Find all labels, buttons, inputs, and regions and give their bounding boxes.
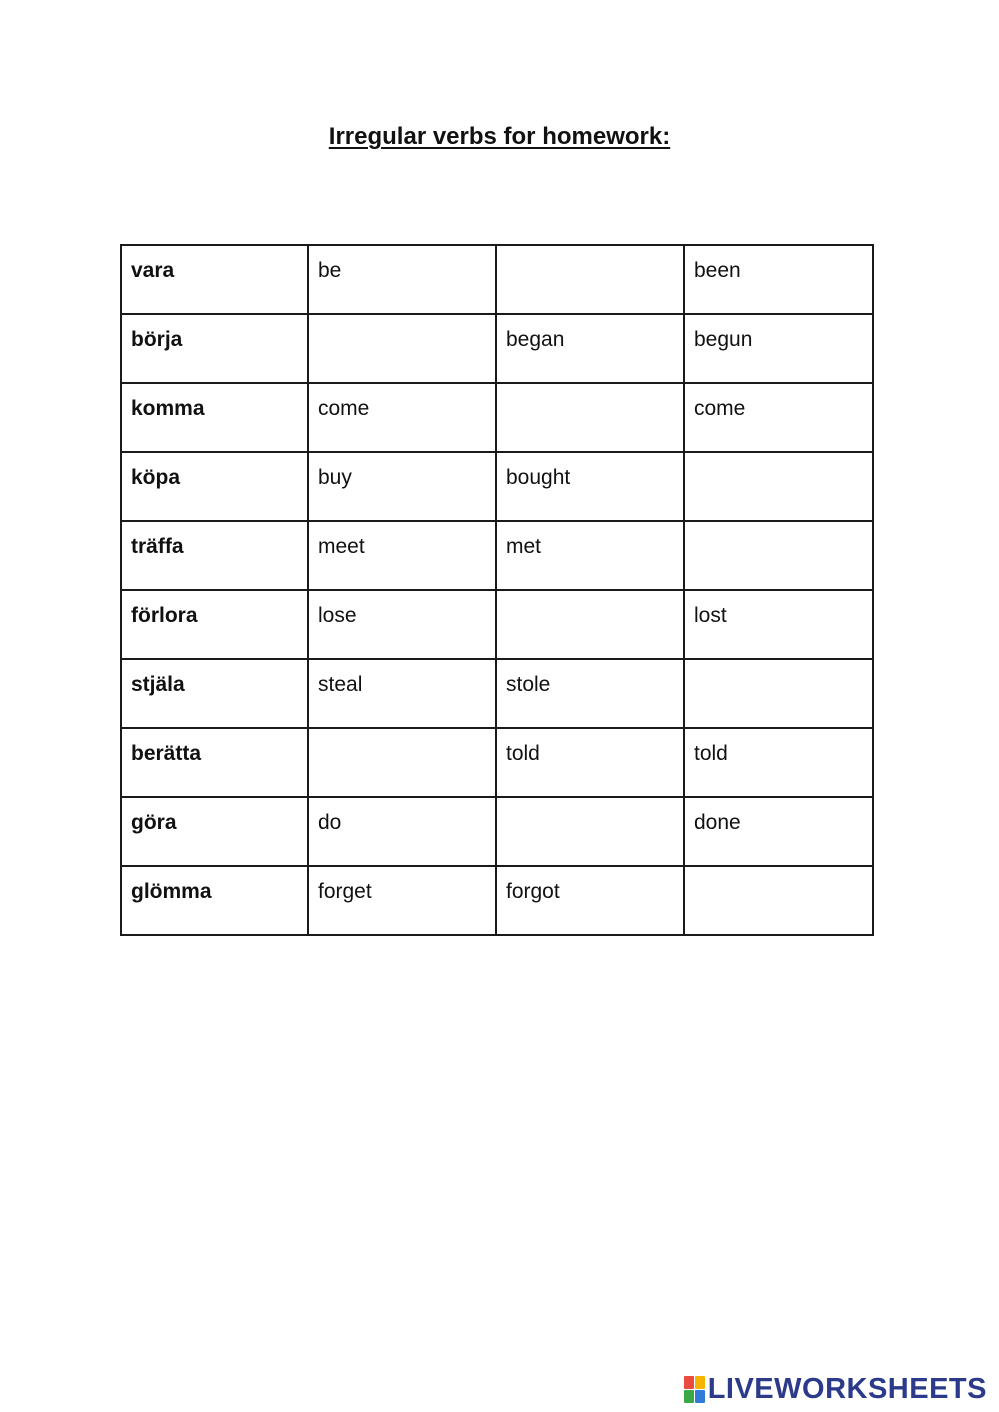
table-row	[121, 314, 873, 383]
english-past-cell[interactable]: bought	[496, 452, 684, 521]
verbs-table	[120, 244, 874, 936]
brand-name: LIVEWORKSHEETS	[707, 1373, 987, 1405]
logo-tile	[684, 1376, 694, 1389]
liveworksheets-logo-icon	[684, 1376, 705, 1403]
english-participle-cell[interactable]: been	[684, 245, 873, 314]
english-past-cell[interactable]	[496, 245, 684, 314]
table-row	[121, 245, 873, 314]
table-row	[121, 659, 873, 728]
english-participle-cell[interactable]	[684, 452, 873, 521]
swedish-verb-cell: köpa	[121, 452, 308, 521]
verbs-table-body	[121, 245, 873, 935]
page-title: Irregular verbs for homework:	[328, 123, 671, 150]
english-past-cell[interactable]	[496, 590, 684, 659]
swedish-verb-cell: träffa	[121, 521, 308, 590]
swedish-verb-cell: berätta	[121, 728, 308, 797]
logo-tile	[695, 1390, 705, 1403]
table-row	[121, 383, 873, 452]
english-base-cell[interactable]	[308, 314, 496, 383]
logo-tile	[684, 1390, 694, 1403]
english-participle-cell[interactable]: begun	[684, 314, 873, 383]
english-past-cell[interactable]: told	[496, 728, 684, 797]
english-base-cell[interactable]: be	[308, 245, 496, 314]
english-base-cell[interactable]: do	[308, 797, 496, 866]
english-participle-cell[interactable]	[684, 866, 873, 935]
english-base-cell[interactable]: lose	[308, 590, 496, 659]
english-base-cell[interactable]: forget	[308, 866, 496, 935]
english-past-cell[interactable]: began	[496, 314, 684, 383]
english-past-cell[interactable]	[496, 797, 684, 866]
english-base-cell[interactable]: meet	[308, 521, 496, 590]
english-base-cell[interactable]	[308, 728, 496, 797]
english-past-cell[interactable]: met	[496, 521, 684, 590]
swedish-verb-cell: glömma	[121, 866, 308, 935]
logo-tile	[695, 1376, 705, 1389]
table-row	[121, 452, 873, 521]
english-participle-cell[interactable]: come	[684, 383, 873, 452]
table-row	[121, 590, 873, 659]
english-past-cell[interactable]: stole	[496, 659, 684, 728]
english-base-cell[interactable]: come	[308, 383, 496, 452]
table-row	[121, 866, 873, 935]
english-participle-cell[interactable]: done	[684, 797, 873, 866]
swedish-verb-cell: stjäla	[121, 659, 308, 728]
english-participle-cell[interactable]	[684, 659, 873, 728]
english-participle-cell[interactable]: lost	[684, 590, 873, 659]
table-row	[121, 728, 873, 797]
english-participle-cell[interactable]: told	[684, 728, 873, 797]
table-row	[121, 797, 873, 866]
swedish-verb-cell: förlora	[121, 590, 308, 659]
english-past-cell[interactable]: forgot	[496, 866, 684, 935]
english-base-cell[interactable]: steal	[308, 659, 496, 728]
liveworksheets-brand	[684, 1374, 987, 1404]
swedish-verb-cell: börja	[121, 314, 308, 383]
english-participle-cell[interactable]	[684, 521, 873, 590]
swedish-verb-cell: göra	[121, 797, 308, 866]
english-base-cell[interactable]: buy	[308, 452, 496, 521]
swedish-verb-cell: vara	[121, 245, 308, 314]
swedish-verb-cell: komma	[121, 383, 308, 452]
table-row	[121, 521, 873, 590]
english-past-cell[interactable]	[496, 383, 684, 452]
